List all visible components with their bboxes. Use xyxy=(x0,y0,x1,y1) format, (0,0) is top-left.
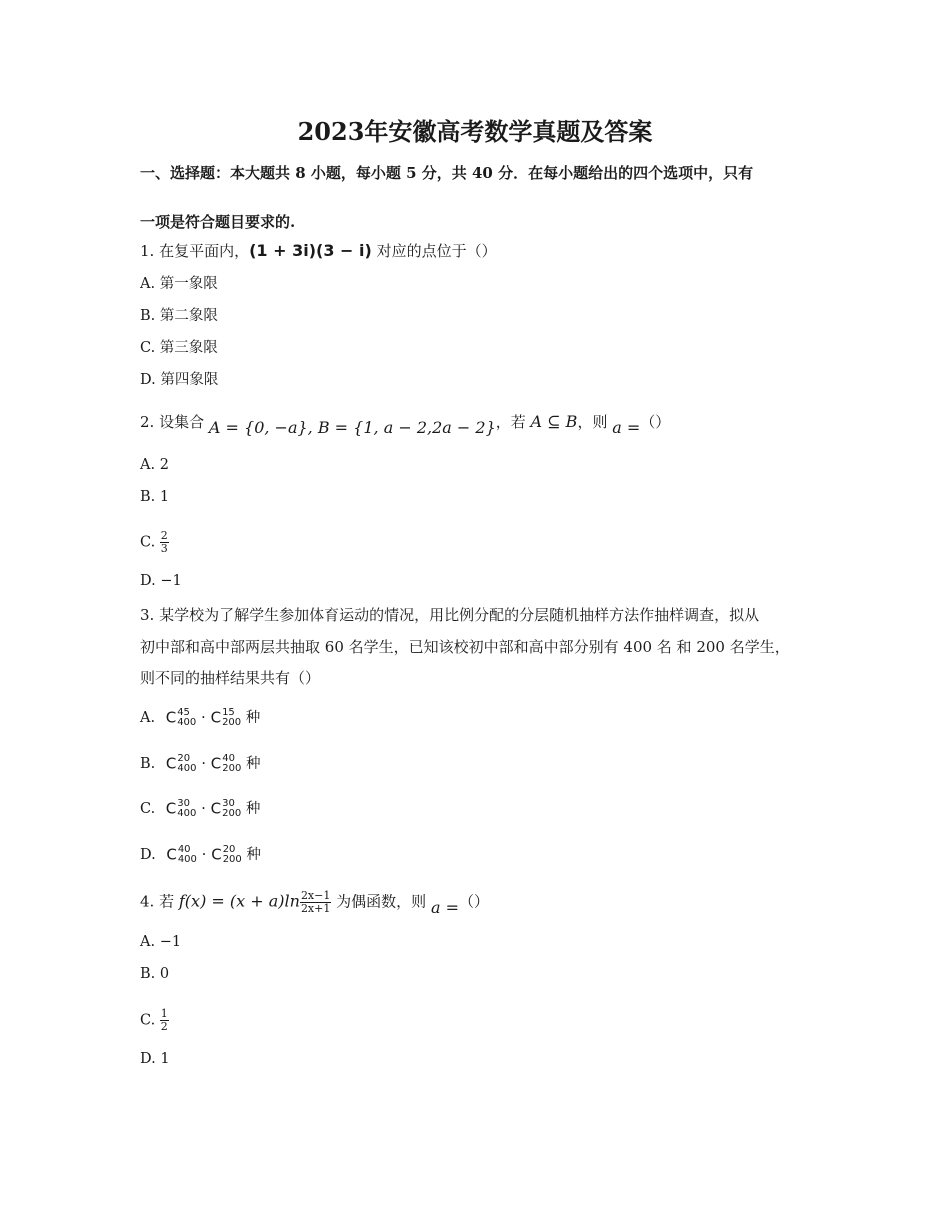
comb-sup: 30 xyxy=(222,798,235,809)
comb-sup: 45 xyxy=(177,707,190,718)
section-heading-line1: 一、选择题：本大题共 8 小题，每小题 5 分，共 40 分．在每小题给出的四个选项中，只有 xyxy=(140,164,754,182)
unit-label: 种 xyxy=(245,801,261,817)
q2-prefix: 2. 设集合 xyxy=(140,413,205,431)
q1-suffix: 对应的点位于（） xyxy=(376,242,497,260)
q2-math-subset: A ⊆ B xyxy=(530,412,578,431)
fraction-denominator: 2x+1 xyxy=(300,902,331,915)
comb-sup: 40 xyxy=(177,844,191,855)
q4-math-function: f(x) = (x + a)ln xyxy=(178,891,300,911)
q2-option-b: B. 1 xyxy=(140,489,170,505)
comb-sub: 400 xyxy=(177,763,197,774)
q4-option-b: B. 0 xyxy=(140,966,170,982)
q4-option-c xyxy=(140,1008,169,1033)
comb-sub: 400 xyxy=(177,854,197,865)
q3-option-b xyxy=(140,752,260,774)
q4-option-c-fraction xyxy=(160,1008,169,1033)
comb-sub: 200 xyxy=(222,854,242,865)
comb-sup: 20 xyxy=(177,753,191,764)
q2-option-a: A. 2 xyxy=(140,457,169,473)
fraction-numerator: 2x−1 xyxy=(300,889,331,902)
q3-line1: 3. 某学校为了解学生参加体育运动的情况，用比例分配的分层随机抽样方法作抽样调查，拟从 xyxy=(140,606,760,624)
comb-sub: 200 xyxy=(222,717,242,728)
combination-expression: C 30 400 · C 30 200 xyxy=(165,798,242,819)
option-label: C. xyxy=(140,801,156,817)
q1-option-b: B. 第二象限 xyxy=(140,308,218,324)
fraction-numerator: 1 xyxy=(160,1007,168,1020)
comb-sup: 30 xyxy=(177,798,191,809)
q2-math-sets: A = {0, −a}, B = {1, a − 2,2a − 2} xyxy=(208,418,496,437)
unit-label: 种 xyxy=(246,847,261,863)
q3-line2: 初中部和高中部两层共抽取 60 名学生，已知该校初中部和高中部分别有 400 名 和 200 名学生， xyxy=(140,638,790,656)
question-2 xyxy=(140,411,671,437)
q2-option-c xyxy=(140,530,169,555)
comb-sup: 20 xyxy=(222,844,236,855)
comb-sub: 200 xyxy=(222,763,242,774)
q2-math-a: a = xyxy=(612,418,641,437)
q4-suffix: （） xyxy=(458,892,489,911)
comb-sup: 15 xyxy=(222,707,235,718)
q1-option-d: D. 第四象限 xyxy=(140,372,219,388)
option-label: B. xyxy=(140,756,156,772)
q1-prefix: 1. 在复平面内， xyxy=(140,242,250,260)
comb-sup: 40 xyxy=(222,753,235,764)
q1-option-a: A. 第一象限 xyxy=(140,276,218,292)
q3-line3: 则不同的抽样结果共有（） xyxy=(140,669,321,687)
q4-option-d: D. 1 xyxy=(140,1051,170,1067)
q3-option-c xyxy=(140,797,260,819)
section-heading-line2: 一项是符合题目要求的. xyxy=(140,213,296,231)
fraction-denominator: 2 xyxy=(160,1020,168,1033)
q4-option-a: A. −1 xyxy=(140,934,182,950)
q4-mid: 为偶函数，则 xyxy=(336,892,427,911)
comb-sub: 200 xyxy=(222,808,242,819)
comb-sub: 400 xyxy=(177,717,197,728)
comb-sub: 400 xyxy=(177,808,197,819)
q4-prefix: 4. 若 xyxy=(140,892,175,911)
q3-option-d xyxy=(140,843,261,865)
question-1 xyxy=(140,240,497,261)
fraction-numerator: 2 xyxy=(160,529,168,542)
q4-fraction xyxy=(300,890,331,915)
unit-label: 种 xyxy=(245,756,261,772)
combination-expression: C 20 400 · C 40 200 xyxy=(165,753,242,774)
q2-option-d: D. −1 xyxy=(140,573,182,589)
option-label: A. xyxy=(140,710,156,726)
q3-option-a xyxy=(140,706,260,728)
combination-expression: C 40 400 · C 20 200 xyxy=(166,844,242,865)
option-label: D. xyxy=(140,847,156,863)
q4-math-a: a = xyxy=(430,897,459,917)
q2-option-c-fraction xyxy=(160,530,169,555)
q2-mid1: ，若 xyxy=(495,413,526,431)
q2-option-c-label: C. xyxy=(140,534,156,551)
q1-math: (1 + 3i)(3 − i) xyxy=(249,241,372,260)
q4-option-c-label: C. xyxy=(140,1012,156,1029)
page-title: 2023年安徽高考数学真题及答案 xyxy=(297,117,653,146)
unit-label: 种 xyxy=(245,710,261,726)
q1-option-c: C. 第三象限 xyxy=(140,340,218,356)
fraction-denominator: 3 xyxy=(160,542,168,555)
q2-mid2: ，则 xyxy=(577,413,608,431)
question-4 xyxy=(140,890,489,915)
combination-expression: C 45 400 · C 15 200 xyxy=(165,707,242,728)
q2-suffix: （） xyxy=(640,413,671,431)
